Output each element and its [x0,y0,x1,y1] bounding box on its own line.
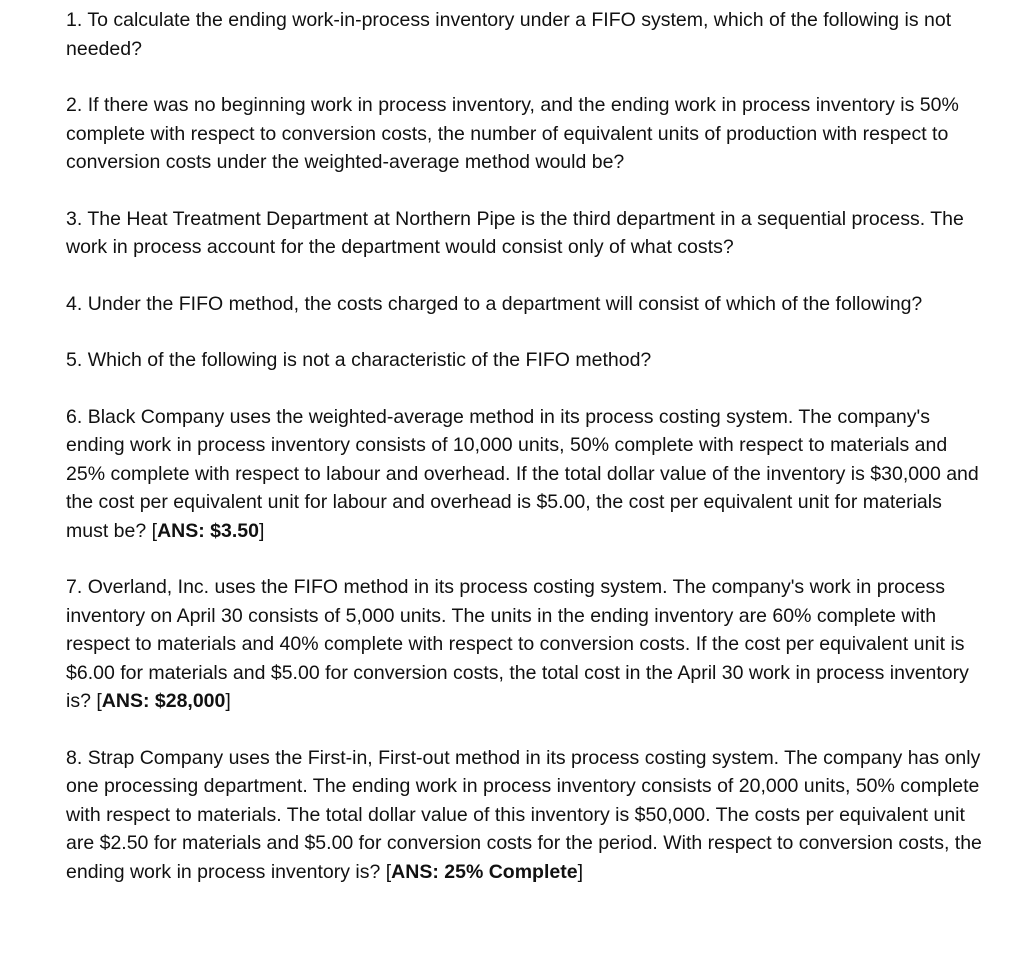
question-7 [66,573,984,716]
answer-value: $3.50 [210,519,259,542]
question-number: 5. [66,349,83,371]
question-text: Under the FIFO method, the costs charged to a department will consist of which of the following? [87,292,923,315]
question-text: Strap Company uses the First-in, First-out method in its process costing system. The company has only one processing department. The ending work in process inventory consists of 20,000 units, 50% complete with respect to materials. The total dollar value of this inventory is $50,000. The costs per equivalent unit are $2.50 for materials and $5.00 for conversion costs for the period. With respect to conversion costs, the ending work in process inventory is? [66,746,982,883]
question-8 [66,744,984,887]
answer-label: ANS: [101,690,150,712]
question-text: Black Company uses the weighted-average method in its process costing system. The company's ending work in process inventory consists of 10,000 units, 50% complete with respect to materials and 25% complete with respect to labour and overhead. If the total dollar value of the inventory is $30,000 and the cost per equivalent unit for labour and overhead is $5.00, the cost per equivalent unit for materials must be? [66,405,979,542]
question-number: 8. [66,746,83,769]
question-text: If there was no beginning work in process inventory, and the ending work in process inventory is 50% complete with respect to conversion costs, the number of equivalent units of production with respect to conversion costs under the weighted-average method would be? [66,94,959,173]
answer-block: [ANS: 25% Complete] [385,860,583,883]
question-number: 7. [66,576,83,598]
question-text: The Heat Treatment Department at Northern Pipe is the third department in a sequential process. The work in process account for the department would consist only of what costs? [66,207,964,258]
question-6 [66,403,984,546]
answer-block: [ANS: $28,000] [96,690,231,712]
question-4 [66,290,984,319]
question-number: 1. [66,9,83,31]
question-text: To calculate the ending work-in-process inventory under a FIFO system, which of the following is not needed? [66,9,952,60]
question-text: Overland, Inc. uses the FIFO method in its process costing system. The company's work in process inventory on April 30 consists of 5,000 units. The units in the ending inventory are 60% complete with respect to materials and 40% complete with respect to conversion costs. If the cost per equivalent unit is $6.00 for materials and $5.00 for conversion costs, the total cost in the April 30 work in process inventory is? [66,576,969,712]
question-number: 2. [66,94,83,116]
question-2 [66,91,984,177]
question-5 [66,346,984,375]
answer-value: 25% Complete [444,860,578,883]
answer-label: ANS: [391,860,439,883]
question-1 [66,6,984,63]
question-number: 4. [66,292,83,315]
answer-value: $28,000 [154,690,226,712]
answer-block: [ANS: $3.50] [151,519,265,542]
question-number: 6. [66,405,83,428]
answer-label: ANS: [157,519,205,542]
question-text: Which of the following is not a characteristic of the FIFO method? [87,349,652,371]
question-number: 3. [66,207,83,230]
question-3 [66,205,984,262]
